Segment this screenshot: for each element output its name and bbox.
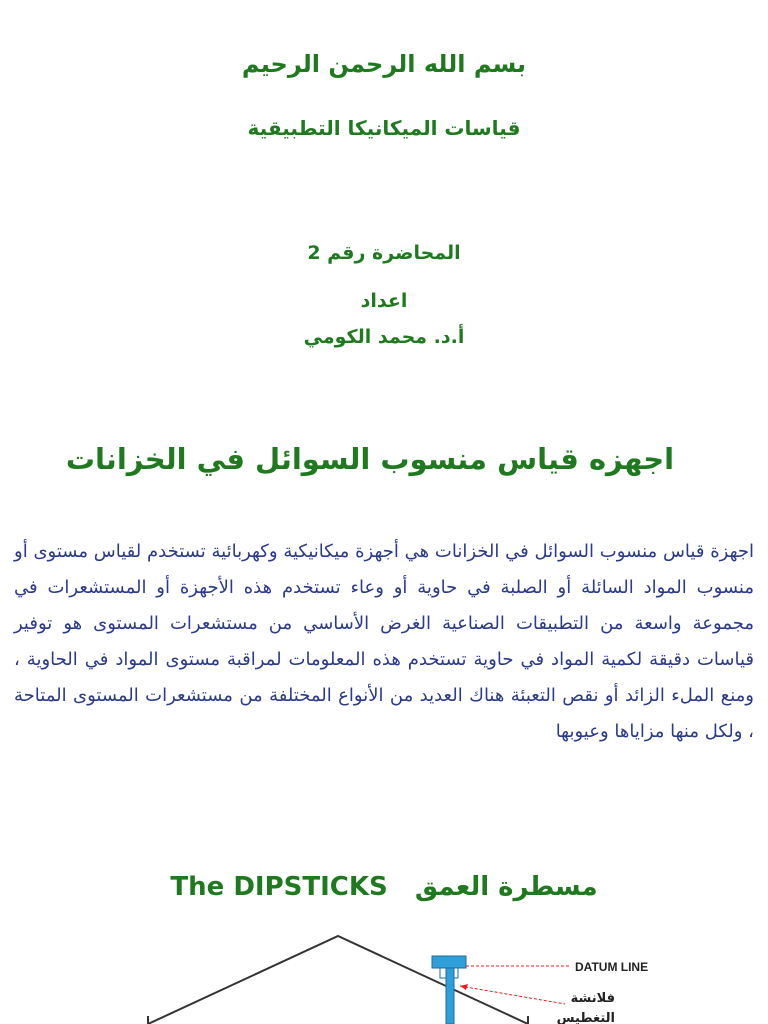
datum-line-label: DATUM LINE bbox=[575, 960, 649, 974]
tank-roof bbox=[148, 936, 528, 1024]
basmala: بسم الله الرحمن الرحيم bbox=[241, 50, 527, 78]
dipstick-cap bbox=[432, 956, 466, 968]
cover-label: التغطيس bbox=[556, 1011, 615, 1024]
flange-leader bbox=[460, 986, 565, 1004]
dipstick-rod bbox=[446, 968, 454, 1024]
dipsticks-title-ar: مسطرة العمق bbox=[414, 872, 598, 902]
dipstick-diagram bbox=[0, 920, 768, 1024]
course-title: قياسات الميكانيكا التطبيقية bbox=[247, 116, 521, 140]
section-heading: اجهزه قياس منسوب السوائل في الخزانات bbox=[65, 442, 675, 476]
lecture-number: المحاضرة رقم 2 bbox=[307, 242, 461, 264]
prepared-by-label: اعداد bbox=[360, 290, 408, 312]
author-name: أ.د. محمد الكومي bbox=[303, 326, 465, 348]
section-body: اجهزة قياس منسوب السوائل في الخزانات هي أجهزة ميكانيكية وكهربائية تستخدم لقياس مستوى أو منسوب المواد السائلة أو الصلبة في حاوية أو وعاء تستخدم هذه الأجهزة أو المستشعرات في مجموعة واسعة من التطبيقات الصناعية الغرض الأساسي من مستشعرات المستوى هو توفير قياسات دقيقة لكمية المواد في حاوية تستخدم هذه المعلومات لمراقبة مستوى المواد في الحاوية ، ومنع الملء الزائد أو نقص التعبئة هناك العديد من الأنواع المختلفة من مستشعرات المستوى المتاحة ، ولكل منها مزاياها وعيوبها bbox=[14, 541, 754, 742]
flange-arrow-icon bbox=[460, 984, 468, 990]
dipsticks-title bbox=[0, 872, 768, 902]
flange-label: فلانشة bbox=[570, 991, 615, 1006]
dipsticks-title-en: The DIPSTICKS bbox=[170, 872, 388, 902]
